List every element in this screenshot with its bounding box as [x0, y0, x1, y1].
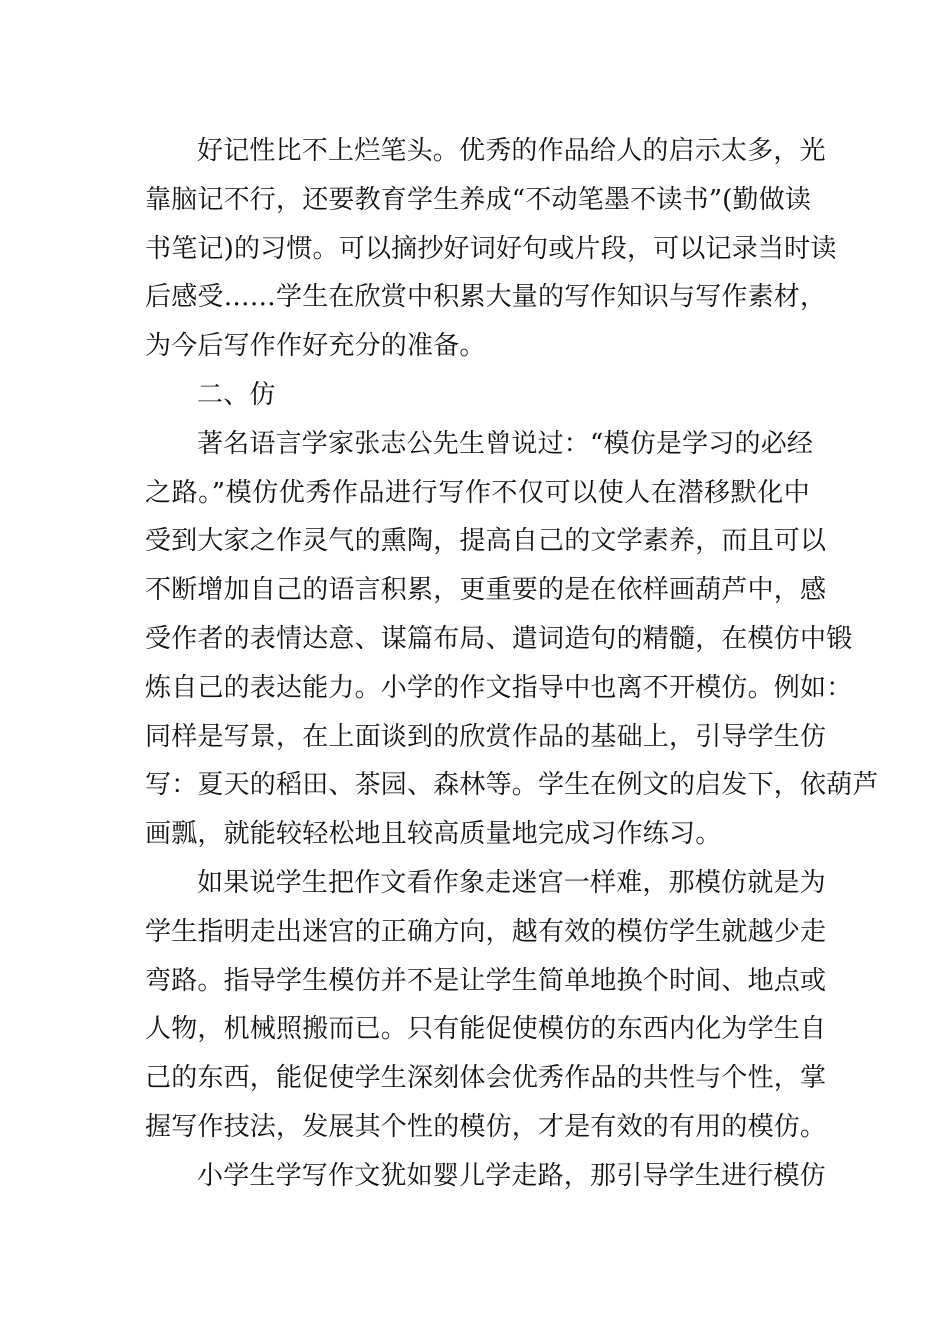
paragraph-2: [145, 420, 879, 859]
paragraph-1-line-3: 书笔记)的习惯。可以摘抄好词好句或片段，可以记录当时读: [145, 233, 837, 264]
paragraph-3: [145, 859, 827, 1152]
paragraph-3-line-2: 学生指明走出迷宫的正确方向，越有效的模仿学生就越少走: [145, 916, 827, 947]
paragraph-1-line-5: 为今后写作作好充分的准备。: [145, 331, 486, 362]
paragraph-1: [145, 127, 837, 371]
paragraph-4-line-1: 小学生学写作文犹如婴儿学走路，那引导学生进行模仿: [197, 1160, 826, 1191]
paragraph-3-line-1: 如果说学生把作文看作象走迷宫一样难，那模仿就是为: [197, 867, 826, 898]
document-body: [145, 127, 879, 1201]
section-heading: 二、仿: [197, 379, 276, 410]
paragraph-3-line-6: 握写作技法，发展其个性的模仿，才是有效的有用的模仿。: [145, 1111, 827, 1142]
paragraph-2-line-2: 之路。”模仿优秀作品进行写作不仅可以使人在潜移默化中: [145, 477, 810, 508]
paragraph-3-line-5: 己的东西，能促使学生深刻体会优秀作品的共性与个性，掌: [145, 1063, 827, 1094]
paragraph-3-line-3: 弯路。指导学生模仿并不是让学生简单地换个时间、地点或: [145, 965, 827, 996]
paragraph-2-line-7: 同样是写景，在上面谈到的欣赏作品的基础上，引导学生仿: [145, 721, 827, 752]
paragraph-2-line-4: 不断增加自己的语言积累，更重要的是在依样画葫芦中，感: [145, 575, 827, 606]
paragraph-2-line-5: 受作者的表情达意、谋篇布局、遣词造句的精髓，在模仿中锻: [145, 623, 853, 654]
paragraph-2-line-8: 写：夏天的稻田、茶园、森林等。学生在例文的启发下，依葫芦: [145, 770, 879, 801]
paragraph-2-line-3: 受到大家之作灵气的熏陶，提高自己的文学素养，而且可以: [145, 526, 827, 557]
paragraph-2-line-1: 著名语言学家张志公先生曾说过：“模仿是学习的必经: [197, 428, 814, 459]
paragraph-1-line-4: 后感受……学生在欣赏中积累大量的写作知识与写作素材，: [145, 282, 827, 313]
paragraph-1-line-1: 好记性比不上烂笔头。优秀的作品给人的启示太多，光: [197, 136, 826, 166]
paragraph-3-line-4: 人物，机械照搬而已。只有能促使模仿的东西内化为学生自: [145, 1014, 827, 1045]
paragraph-1-line-2: 靠脑记不行，还要教育学生养成“不动笔墨不读书”(勤做读: [145, 184, 812, 215]
paragraph-4: [145, 1152, 826, 1201]
paragraph-2-line-9: 画瓢，就能较轻松地且较高质量地完成习作练习。: [145, 819, 722, 850]
paragraph-2-line-6: 炼自己的表达能力。小学的作文指导中也离不开模仿。例如：: [145, 672, 853, 703]
